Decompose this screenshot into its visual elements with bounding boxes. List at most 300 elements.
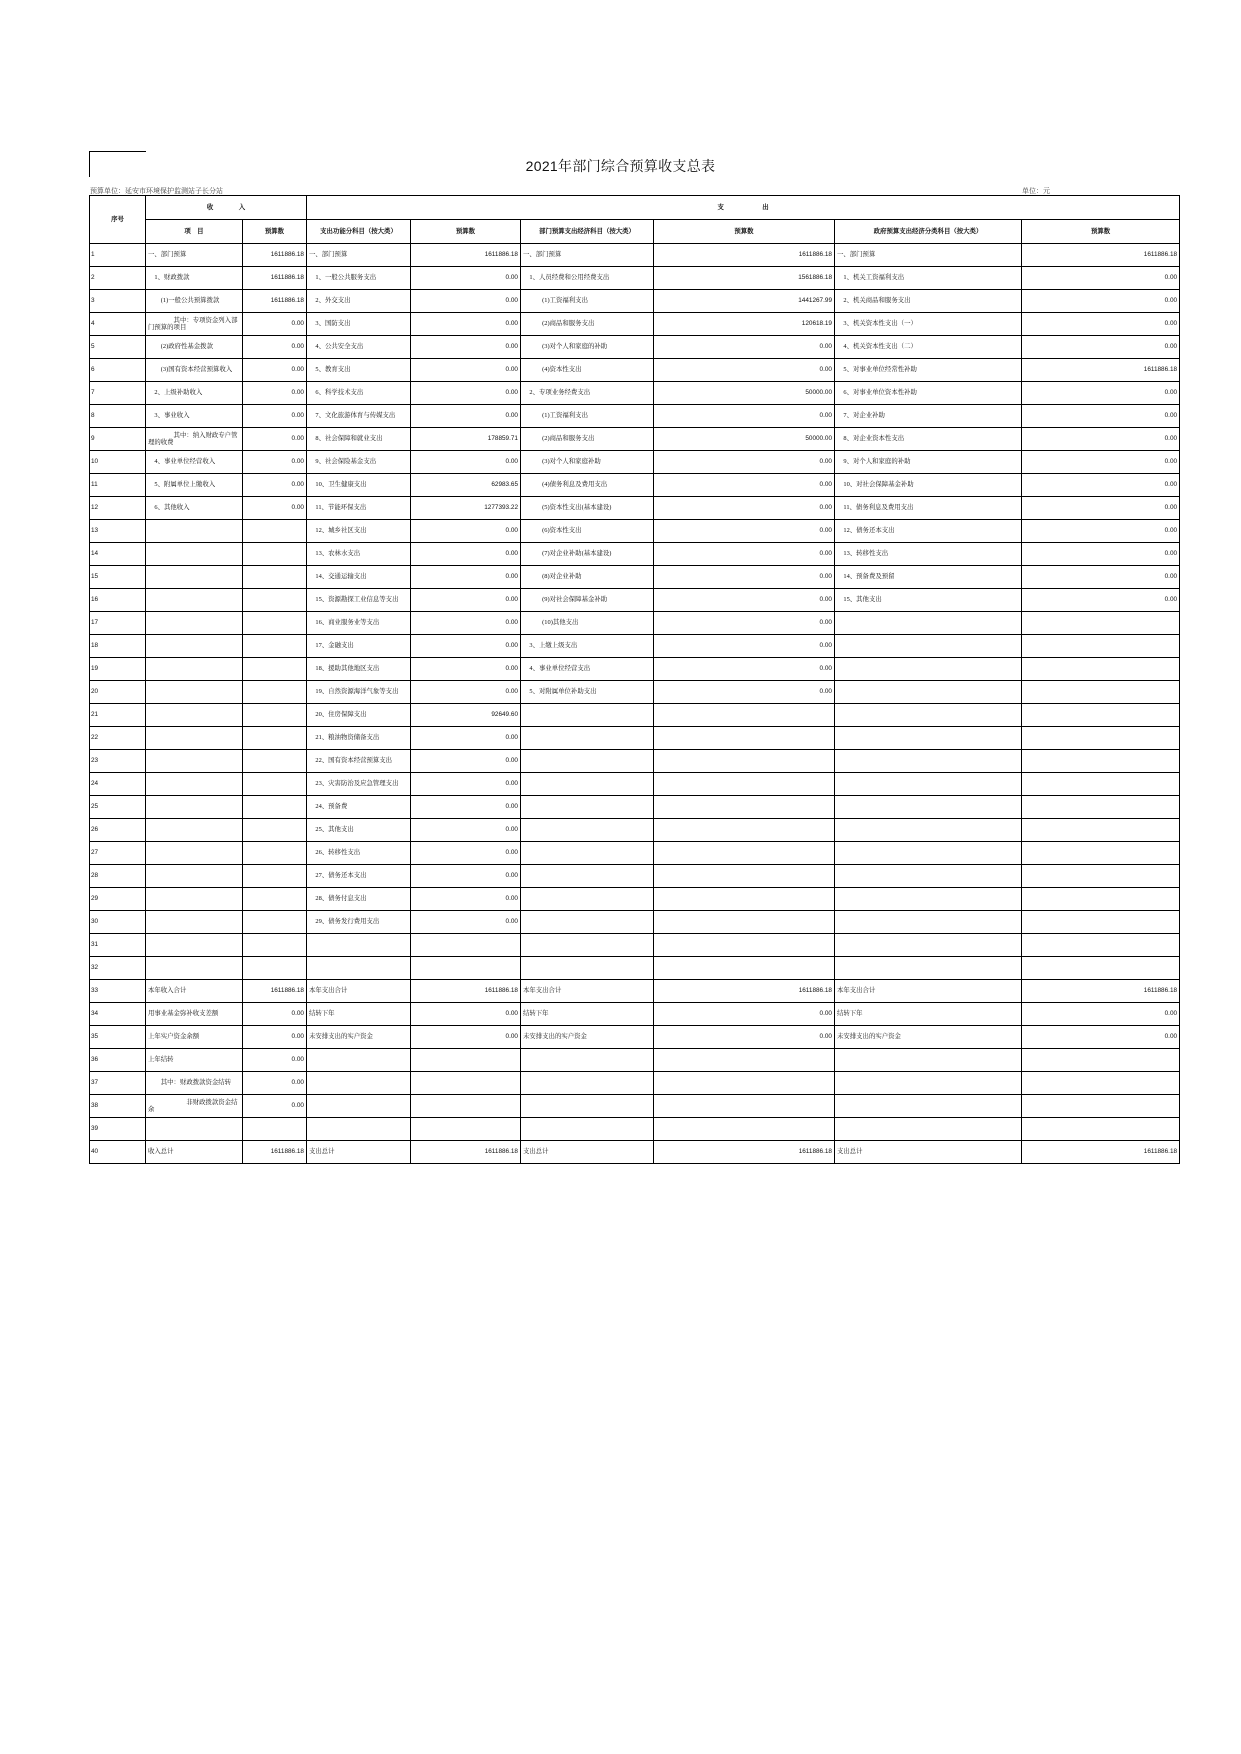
cell-dept-econ-subject: (10)其他支出 [521, 612, 654, 635]
cell-seq: 23 [90, 750, 146, 773]
cell-dept-econ-budget [654, 934, 835, 957]
cell-func-subject: 17、金融支出 [307, 635, 411, 658]
cell-dept-econ-subject: (3)对个人和家庭补助 [521, 451, 654, 474]
cell-dept-econ-subject: (4)资本性支出 [521, 359, 654, 382]
cell-gov-econ-subject: 未安排支出的实户资金 [835, 1026, 1022, 1049]
cell-seq: 15 [90, 566, 146, 589]
cell-gov-econ-budget [1022, 865, 1180, 888]
cell-gov-econ-budget: 0.00 [1022, 1003, 1180, 1026]
cell-income-budget [243, 658, 307, 681]
cell-income-item [146, 842, 243, 865]
cell-func-subject: 15、资源勘探工业信息等支出 [307, 589, 411, 612]
table-row [90, 980, 1180, 1003]
cell-gov-econ-subject: 8、对企业资本性支出 [835, 428, 1022, 451]
cell-gov-econ-subject: 3、机关资本性支出（一） [835, 313, 1022, 336]
cell-income-item: 5、附属单位上缴收入 [146, 474, 243, 497]
cell-gov-econ-subject [835, 888, 1022, 911]
cell-dept-econ-budget: 0.00 [654, 589, 835, 612]
cell-func-budget: 0.00 [411, 589, 521, 612]
header-dept-econ-subject: 部门预算支出经济科目（按大类） [521, 220, 654, 244]
cell-dept-econ-budget [654, 727, 835, 750]
table-row [90, 244, 1180, 267]
cell-dept-econ-budget: 0.00 [654, 681, 835, 704]
currency-unit-label: 单位：元 [1022, 187, 1050, 195]
cell-income-budget: 0.00 [243, 313, 307, 336]
cell-func-budget: 0.00 [411, 681, 521, 704]
cell-income-item: 3、事业收入 [146, 405, 243, 428]
table-row [90, 1049, 1180, 1072]
cell-gov-econ-budget: 0.00 [1022, 382, 1180, 405]
table-row [90, 405, 1180, 428]
cell-seq: 35 [90, 1026, 146, 1049]
cell-gov-econ-subject: 13、转移性支出 [835, 543, 1022, 566]
table-row [90, 1095, 1180, 1118]
cell-seq: 14 [90, 543, 146, 566]
cell-dept-econ-subject: (8)对企业补助 [521, 566, 654, 589]
cell-income-item: 其中：纳入财政专户管理的收费 [146, 428, 243, 451]
table-row [90, 1118, 1180, 1141]
cell-dept-econ-subject [521, 750, 654, 773]
cell-income-item [146, 750, 243, 773]
cell-dept-econ-budget [654, 704, 835, 727]
table-row [90, 635, 1180, 658]
cell-dept-econ-budget: 0.00 [654, 1026, 835, 1049]
cell-func-subject [307, 1095, 411, 1118]
cell-dept-econ-subject [521, 842, 654, 865]
cell-income-item: (3)国有资本经营预算收入 [146, 359, 243, 382]
cell-gov-econ-subject [835, 750, 1022, 773]
cell-seq: 17 [90, 612, 146, 635]
header-gov-econ-budget: 预算数 [1022, 220, 1180, 244]
cell-gov-econ-budget: 0.00 [1022, 589, 1180, 612]
cell-seq: 31 [90, 934, 146, 957]
cell-income-budget [243, 520, 307, 543]
cell-gov-econ-budget [1022, 796, 1180, 819]
table-row [90, 1003, 1180, 1026]
cell-func-budget: 0.00 [411, 658, 521, 681]
table-row [90, 359, 1180, 382]
cell-gov-econ-budget: 0.00 [1022, 451, 1180, 474]
cell-func-budget: 62983.65 [411, 474, 521, 497]
cell-dept-econ-subject: 4、事业单位经营支出 [521, 658, 654, 681]
cell-gov-econ-subject [835, 934, 1022, 957]
cell-dept-econ-subject [521, 1095, 654, 1118]
cell-gov-econ-budget: 0.00 [1022, 336, 1180, 359]
cell-gov-econ-subject [835, 681, 1022, 704]
cell-func-budget: 1611886.18 [411, 244, 521, 267]
cell-gov-econ-budget [1022, 727, 1180, 750]
cell-gov-econ-budget [1022, 888, 1180, 911]
cell-seq: 16 [90, 589, 146, 612]
cell-dept-econ-budget [654, 888, 835, 911]
cell-func-budget: 1277393.22 [411, 497, 521, 520]
cell-dept-econ-subject [521, 1118, 654, 1141]
cell-dept-econ-budget [654, 911, 835, 934]
cell-seq: 20 [90, 681, 146, 704]
cell-func-subject: 19、自然资源海洋气象等支出 [307, 681, 411, 704]
cell-income-budget: 1611886.18 [243, 267, 307, 290]
cell-seq: 19 [90, 658, 146, 681]
cell-func-subject [307, 957, 411, 980]
table-row [90, 796, 1180, 819]
cell-dept-econ-budget: 120618.19 [654, 313, 835, 336]
cell-seq: 21 [90, 704, 146, 727]
cell-gov-econ-subject: 支出总计 [835, 1141, 1022, 1164]
cell-func-budget: 0.00 [411, 1026, 521, 1049]
cell-dept-econ-budget [654, 1118, 835, 1141]
cell-income-item: 2、上级补助收入 [146, 382, 243, 405]
table-row [90, 750, 1180, 773]
cell-gov-econ-budget [1022, 957, 1180, 980]
cell-func-budget: 92649.60 [411, 704, 521, 727]
cell-seq: 37 [90, 1072, 146, 1095]
cell-income-item [146, 681, 243, 704]
table-row [90, 911, 1180, 934]
cell-gov-econ-subject: 10、对社会保障基金补助 [835, 474, 1022, 497]
cell-income-budget: 0.00 [243, 1026, 307, 1049]
cell-func-subject [307, 1118, 411, 1141]
cell-gov-econ-budget: 0.00 [1022, 474, 1180, 497]
cell-gov-econ-budget [1022, 612, 1180, 635]
cell-gov-econ-subject [835, 727, 1022, 750]
cell-dept-econ-budget [654, 819, 835, 842]
cell-seq: 9 [90, 428, 146, 451]
cell-seq: 10 [90, 451, 146, 474]
table-row [90, 865, 1180, 888]
cell-seq: 8 [90, 405, 146, 428]
cell-gov-econ-subject [835, 773, 1022, 796]
header-seq: 序号 [90, 196, 146, 244]
cell-income-budget: 0.00 [243, 359, 307, 382]
cell-func-subject: 9、社会保险基金支出 [307, 451, 411, 474]
header-row-1 [90, 196, 1180, 220]
cell-gov-econ-subject: 1、机关工资福利支出 [835, 267, 1022, 290]
cell-dept-econ-budget: 1561886.18 [654, 267, 835, 290]
cell-func-subject: 21、粮油物资储备支出 [307, 727, 411, 750]
header-income: 收 入 [146, 196, 307, 220]
cell-func-budget: 0.00 [411, 888, 521, 911]
cell-seq: 25 [90, 796, 146, 819]
cell-income-item: 其中：专项资金列入部门预算的项目 [146, 313, 243, 336]
cell-gov-econ-budget: 1611886.18 [1022, 980, 1180, 1003]
cell-dept-econ-budget: 0.00 [654, 566, 835, 589]
cell-dept-econ-subject: 5、对附属单位补助支出 [521, 681, 654, 704]
cell-income-budget [243, 1118, 307, 1141]
cell-gov-econ-budget: 1611886.18 [1022, 359, 1180, 382]
cell-income-budget [243, 566, 307, 589]
cell-seq: 40 [90, 1141, 146, 1164]
cell-seq: 7 [90, 382, 146, 405]
cell-func-budget: 178859.71 [411, 428, 521, 451]
cell-func-subject: 11、节能环保支出 [307, 497, 411, 520]
cell-income-item: 上年实户资金余额 [146, 1026, 243, 1049]
cell-gov-econ-subject: 11、债务利息及费用支出 [835, 497, 1022, 520]
cell-dept-econ-budget [654, 1095, 835, 1118]
header-item: 项 目 [146, 220, 243, 244]
cell-income-budget: 0.00 [243, 1049, 307, 1072]
table-row [90, 727, 1180, 750]
table-row [90, 1072, 1180, 1095]
cell-income-budget [243, 773, 307, 796]
cell-dept-econ-budget: 0.00 [654, 520, 835, 543]
cell-func-budget: 0.00 [411, 405, 521, 428]
cell-func-budget [411, 957, 521, 980]
cell-gov-econ-budget: 1611886.18 [1022, 1141, 1180, 1164]
cell-gov-econ-subject: 结转下年 [835, 1003, 1022, 1026]
cell-func-budget: 0.00 [411, 359, 521, 382]
cell-dept-econ-subject: 一、部门预算 [521, 244, 654, 267]
cell-income-item: 6、其他收入 [146, 497, 243, 520]
cell-dept-econ-budget: 0.00 [654, 1003, 835, 1026]
cell-gov-econ-subject: 5、对事业单位经常性补助 [835, 359, 1022, 382]
cell-gov-econ-budget [1022, 819, 1180, 842]
cell-gov-econ-subject: 14、预备费及预留 [835, 566, 1022, 589]
cell-dept-econ-subject [521, 773, 654, 796]
cell-dept-econ-subject [521, 727, 654, 750]
cell-dept-econ-budget: 0.00 [654, 474, 835, 497]
cell-func-budget: 0.00 [411, 911, 521, 934]
cell-dept-econ-budget: 0.00 [654, 336, 835, 359]
cell-dept-econ-subject: 支出总计 [521, 1141, 654, 1164]
table-row [90, 474, 1180, 497]
cell-gov-econ-subject: 6、对事业单位资本性补助 [835, 382, 1022, 405]
cell-gov-econ-budget [1022, 1072, 1180, 1095]
cell-gov-econ-budget: 0.00 [1022, 405, 1180, 428]
cell-dept-econ-budget: 0.00 [654, 405, 835, 428]
cell-gov-econ-subject [835, 704, 1022, 727]
cell-income-budget [243, 635, 307, 658]
cell-dept-econ-subject [521, 934, 654, 957]
cell-income-budget: 0.00 [243, 1072, 307, 1095]
cell-dept-econ-subject: 结转下年 [521, 1003, 654, 1026]
table-row [90, 497, 1180, 520]
cell-seq: 1 [90, 244, 146, 267]
table-row [90, 819, 1180, 842]
cell-income-budget: 1611886.18 [243, 244, 307, 267]
table-row [90, 428, 1180, 451]
header-gov-econ-subject: 政府预算支出经济分类科目（按大类） [835, 220, 1022, 244]
cell-dept-econ-budget: 0.00 [654, 497, 835, 520]
budget-unit-label: 预算单位：延安市环境保护监测站子长分站 [90, 187, 223, 195]
table-row [90, 451, 1180, 474]
cell-income-budget: 0.00 [243, 497, 307, 520]
table-row [90, 520, 1180, 543]
cell-dept-econ-budget [654, 865, 835, 888]
cell-gov-econ-budget: 1611886.18 [1022, 244, 1180, 267]
cell-seq: 18 [90, 635, 146, 658]
table-row [90, 773, 1180, 796]
cell-seq: 12 [90, 497, 146, 520]
cell-seq: 2 [90, 267, 146, 290]
cell-dept-econ-budget [654, 773, 835, 796]
cell-dept-econ-subject [521, 1072, 654, 1095]
cell-func-budget: 0.00 [411, 796, 521, 819]
cell-income-budget: 1611886.18 [243, 1141, 307, 1164]
cell-gov-econ-subject: 15、其他支出 [835, 589, 1022, 612]
cell-dept-econ-subject: (7)对企业补助(基本建设) [521, 543, 654, 566]
cell-func-subject: 7、文化旅游体育与传媒支出 [307, 405, 411, 428]
cell-dept-econ-subject: 未安排支出的实户资金 [521, 1026, 654, 1049]
cell-seq: 29 [90, 888, 146, 911]
cell-func-subject: 本年支出合计 [307, 980, 411, 1003]
cell-income-item: 用事业基金弥补收支差额 [146, 1003, 243, 1026]
cell-income-item: (2)政府性基金拨款 [146, 336, 243, 359]
table-row [90, 543, 1180, 566]
cell-income-budget [243, 796, 307, 819]
cell-income-item [146, 1118, 243, 1141]
cell-func-budget: 0.00 [411, 819, 521, 842]
cell-gov-econ-budget [1022, 750, 1180, 773]
cell-func-subject: 8、社会保障和就业支出 [307, 428, 411, 451]
cell-func-budget: 0.00 [411, 520, 521, 543]
cell-income-item [146, 957, 243, 980]
cell-func-budget: 0.00 [411, 612, 521, 635]
cell-func-budget [411, 934, 521, 957]
cell-gov-econ-subject: 7、对企业补助 [835, 405, 1022, 428]
cell-dept-econ-subject: (9)对社会保障基金补助 [521, 589, 654, 612]
cell-gov-econ-budget [1022, 773, 1180, 796]
cell-func-subject: 24、预备费 [307, 796, 411, 819]
cell-seq: 28 [90, 865, 146, 888]
cell-func-subject: 未安排支出的实户资金 [307, 1026, 411, 1049]
cell-func-subject: 2、外交支出 [307, 290, 411, 313]
cell-func-budget: 0.00 [411, 290, 521, 313]
cell-dept-econ-subject [521, 796, 654, 819]
cell-income-item [146, 589, 243, 612]
cell-income-budget [243, 589, 307, 612]
cell-gov-econ-subject: 一、部门预算 [835, 244, 1022, 267]
cell-gov-econ-budget: 0.00 [1022, 1026, 1180, 1049]
cell-income-budget [243, 865, 307, 888]
cell-func-subject: 23、灾害防治及应急管理支出 [307, 773, 411, 796]
cell-income-budget [243, 704, 307, 727]
cell-func-budget: 0.00 [411, 842, 521, 865]
cell-func-subject: 3、国防支出 [307, 313, 411, 336]
cell-gov-econ-subject [835, 635, 1022, 658]
cell-seq: 39 [90, 1118, 146, 1141]
cell-seq: 11 [90, 474, 146, 497]
cell-func-subject: 27、债务还本支出 [307, 865, 411, 888]
cell-dept-econ-subject: (2)商品和服务支出 [521, 428, 654, 451]
cell-gov-econ-subject: 12、债务还本支出 [835, 520, 1022, 543]
cell-func-subject: 18、援助其他地区支出 [307, 658, 411, 681]
cell-gov-econ-budget: 0.00 [1022, 497, 1180, 520]
cell-func-budget: 0.00 [411, 313, 521, 336]
cell-func-budget: 0.00 [411, 635, 521, 658]
cell-seq: 36 [90, 1049, 146, 1072]
table-row [90, 612, 1180, 635]
cell-income-budget [243, 888, 307, 911]
cell-seq: 34 [90, 1003, 146, 1026]
cell-func-budget [411, 1118, 521, 1141]
cell-seq: 33 [90, 980, 146, 1003]
table-row [90, 842, 1180, 865]
cell-dept-econ-subject: (1)工资福利支出 [521, 290, 654, 313]
cell-gov-econ-budget [1022, 934, 1180, 957]
cell-dept-econ-budget: 1611886.18 [654, 1141, 835, 1164]
cell-gov-econ-subject [835, 1072, 1022, 1095]
cell-func-subject: 25、其他支出 [307, 819, 411, 842]
cell-dept-econ-budget: 50000.00 [654, 382, 835, 405]
table-row [90, 566, 1180, 589]
cell-gov-econ-budget [1022, 704, 1180, 727]
cell-gov-econ-budget: 0.00 [1022, 290, 1180, 313]
table-row [90, 1141, 1180, 1164]
cell-dept-econ-budget [654, 957, 835, 980]
cell-income-item: 上年结转 [146, 1049, 243, 1072]
cell-dept-econ-budget: 0.00 [654, 543, 835, 566]
cell-dept-econ-subject [521, 819, 654, 842]
cell-gov-econ-budget: 0.00 [1022, 313, 1180, 336]
cell-func-subject: 20、住房保障支出 [307, 704, 411, 727]
cell-seq: 22 [90, 727, 146, 750]
cell-income-budget: 0.00 [243, 1003, 307, 1026]
header-income-budget: 预算数 [243, 220, 307, 244]
cell-gov-econ-subject: 本年支出合计 [835, 980, 1022, 1003]
table-row [90, 267, 1180, 290]
header-expense: 支 出 [307, 196, 1180, 220]
cell-func-subject: 13、农林水支出 [307, 543, 411, 566]
cell-income-item [146, 888, 243, 911]
cell-dept-econ-subject [521, 704, 654, 727]
cell-func-subject [307, 934, 411, 957]
cell-dept-econ-budget: 1611886.18 [654, 980, 835, 1003]
cell-gov-econ-subject [835, 957, 1022, 980]
cell-func-subject: 6、科学技术支出 [307, 382, 411, 405]
cell-gov-econ-budget [1022, 1095, 1180, 1118]
cell-dept-econ-budget: 1441267.99 [654, 290, 835, 313]
cell-func-budget: 0.00 [411, 336, 521, 359]
cell-gov-econ-subject: 9、对个人和家庭的补助 [835, 451, 1022, 474]
cell-dept-econ-subject: (2)商品和服务支出 [521, 313, 654, 336]
page-title: 2021年部门综合预算收支总表 [525, 158, 716, 174]
cell-func-budget: 1611886.18 [411, 1141, 521, 1164]
cell-gov-econ-subject: 2、机关商品和服务支出 [835, 290, 1022, 313]
cell-gov-econ-budget: 0.00 [1022, 428, 1180, 451]
cell-dept-econ-budget: 0.00 [654, 658, 835, 681]
table-row [90, 336, 1180, 359]
cell-gov-econ-budget [1022, 842, 1180, 865]
cell-seq: 6 [90, 359, 146, 382]
cell-dept-econ-subject: (5)资本性支出(基本建设) [521, 497, 654, 520]
cell-income-budget [243, 612, 307, 635]
cell-dept-econ-subject [521, 865, 654, 888]
cell-dept-econ-subject: 3、上缴上级支出 [521, 635, 654, 658]
cell-seq: 32 [90, 957, 146, 980]
cell-gov-econ-budget [1022, 1049, 1180, 1072]
header-func-budget: 预算数 [411, 220, 521, 244]
cell-income-item [146, 911, 243, 934]
cell-income-budget [243, 842, 307, 865]
cell-dept-econ-subject: 2、专项业务经费支出 [521, 382, 654, 405]
cell-dept-econ-subject: (3)对个人和家庭的补助 [521, 336, 654, 359]
cell-income-budget [243, 750, 307, 773]
cell-func-subject [307, 1072, 411, 1095]
cell-dept-econ-subject [521, 957, 654, 980]
cell-dept-econ-subject [521, 1049, 654, 1072]
cell-gov-econ-budget: 0.00 [1022, 543, 1180, 566]
budget-summary-table [89, 195, 1180, 1164]
cell-func-subject: 10、卫生健康支出 [307, 474, 411, 497]
cell-func-subject: 一、部门预算 [307, 244, 411, 267]
cell-func-budget: 0.00 [411, 773, 521, 796]
cell-income-budget: 0.00 [243, 336, 307, 359]
cell-func-subject: 4、公共安全支出 [307, 336, 411, 359]
cell-func-budget: 0.00 [411, 451, 521, 474]
cell-income-item: 4、事业单位经营收入 [146, 451, 243, 474]
table-row [90, 313, 1180, 336]
cell-income-item [146, 658, 243, 681]
